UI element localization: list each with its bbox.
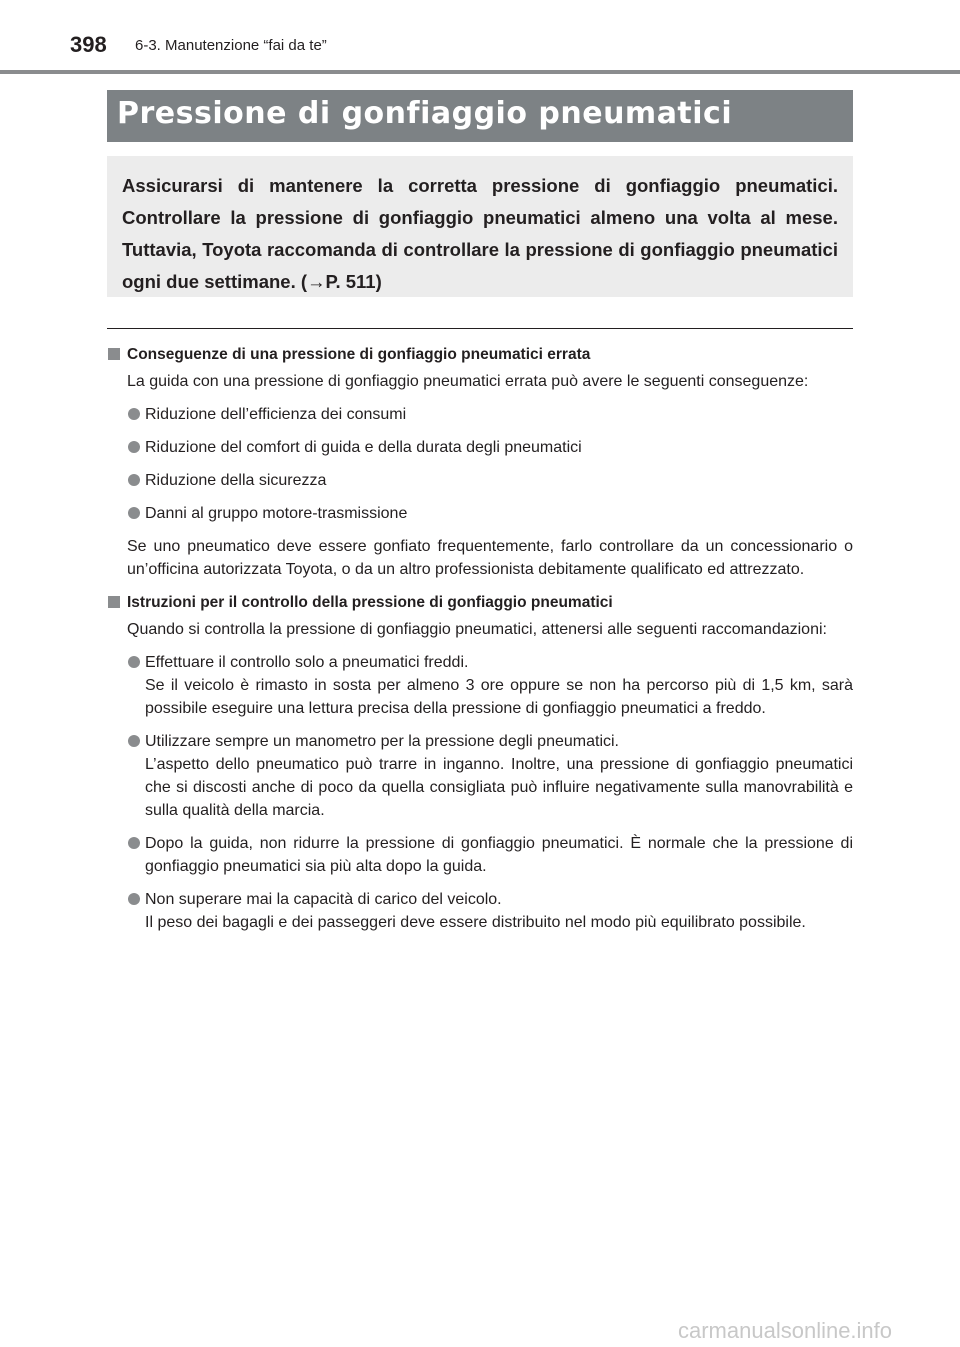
header-rule xyxy=(0,70,960,74)
list-item-text: Utilizzare sempre un manometro per la pressione degli pneumatici. xyxy=(145,733,619,750)
list-item-text: Danni al gruppo motore-trasmissione xyxy=(145,505,408,522)
list-item xyxy=(107,651,853,720)
intro-text: Assicurarsi di mantenere la corretta pressione di gonfiaggio pneumatici. Controllare la pressione di gonfiaggio pneumatici almeno una volta al mese. Tuttavia, Toyota raccomanda di controllare la pressione di gonfiaggio pneumatici ogni due settimane. (→P. 511) xyxy=(122,175,838,292)
circle-bullet-icon xyxy=(128,735,140,747)
sub-heading xyxy=(107,343,853,366)
list-item xyxy=(107,730,853,822)
watermark: carmanualsonline.info xyxy=(678,1318,893,1343)
circle-bullet-icon xyxy=(128,474,140,486)
list-item-text: Dopo la guida, non ridurre la pressione di gonfiaggio pneumatici. È normale che la pressione di gonfiaggio pneumatici sia più alta dopo la guida. xyxy=(145,835,853,875)
sub-heading-text: Conseguenze di una pressione di gonfiaggio pneumatici errata xyxy=(127,346,591,363)
sub-heading xyxy=(107,591,853,614)
list-item xyxy=(107,469,853,492)
square-bullet-icon xyxy=(108,596,120,608)
paragraph: Se uno pneumatico deve essere gonfiato frequentemente, farlo controllare da un concessionario o un’officina autorizzata Toyota, o da un altro professionista debitamente qualificato ed attrezzato. xyxy=(127,538,853,578)
paragraph: Quando si controlla la pressione di gonfiaggio pneumatici, attenersi alle seguenti raccomandazioni: xyxy=(127,621,827,638)
circle-bullet-icon xyxy=(128,408,140,420)
list-item-text: Se il veicolo è rimasto in sosta per almeno 3 ore oppure se non ha percorso più di 1,5 km, sarà possibile eseguire una lettura precisa della pressione di gonfiaggio pneumatici a freddo. xyxy=(145,677,853,717)
paragraph: La guida con una pressione di gonfiaggio pneumatici errata può avere le seguenti conseguenze: xyxy=(127,373,809,390)
title-bar xyxy=(107,90,853,142)
circle-bullet-icon xyxy=(128,656,140,668)
list-item-text: Riduzione del comfort di guida e della durata degli pneumatici xyxy=(145,439,582,456)
list-item xyxy=(107,403,853,426)
circle-bullet-icon xyxy=(128,507,140,519)
list-item xyxy=(107,502,853,525)
page-number: 398 xyxy=(70,32,107,57)
list-item-text: Effettuare il controllo solo a pneumatici freddi. xyxy=(145,654,469,671)
list-item-text: Riduzione della sicurezza xyxy=(145,472,327,489)
list-item-text: Riduzione dell’efficienza dei consumi xyxy=(145,406,407,423)
square-bullet-icon xyxy=(108,348,120,360)
section-divider xyxy=(107,328,853,329)
list-item-text: Non superare mai la capacità di carico del veicolo. xyxy=(145,891,502,908)
circle-bullet-icon xyxy=(128,441,140,453)
list-item xyxy=(107,832,853,878)
list-item-text: Il peso dei bagagli e dei passeggeri deve essere distribuito nel modo più equilibrato possibile. xyxy=(145,914,806,931)
circle-bullet-icon xyxy=(128,837,140,849)
content xyxy=(107,343,853,944)
intro-box xyxy=(107,156,853,297)
section-label: 6-3. Manutenzione “fai da te” xyxy=(135,37,327,54)
list-item xyxy=(107,436,853,459)
page-title: Pressione di gonfiaggio pneumatici xyxy=(117,96,733,131)
list-item-text: L’aspetto dello pneumatico può trarre in inganno. Inoltre, una pressione di gonfiaggio pneumatici che si discosti anche di poco da quella consigliata può influire negativamente sulla manovrabilità e sulla qualità della marcia. xyxy=(145,756,853,819)
page-header xyxy=(0,0,960,76)
list-item xyxy=(107,888,853,934)
circle-bullet-icon xyxy=(128,893,140,905)
sub-heading-text: Istruzioni per il controllo della pressione di gonfiaggio pneumatici xyxy=(127,594,613,611)
